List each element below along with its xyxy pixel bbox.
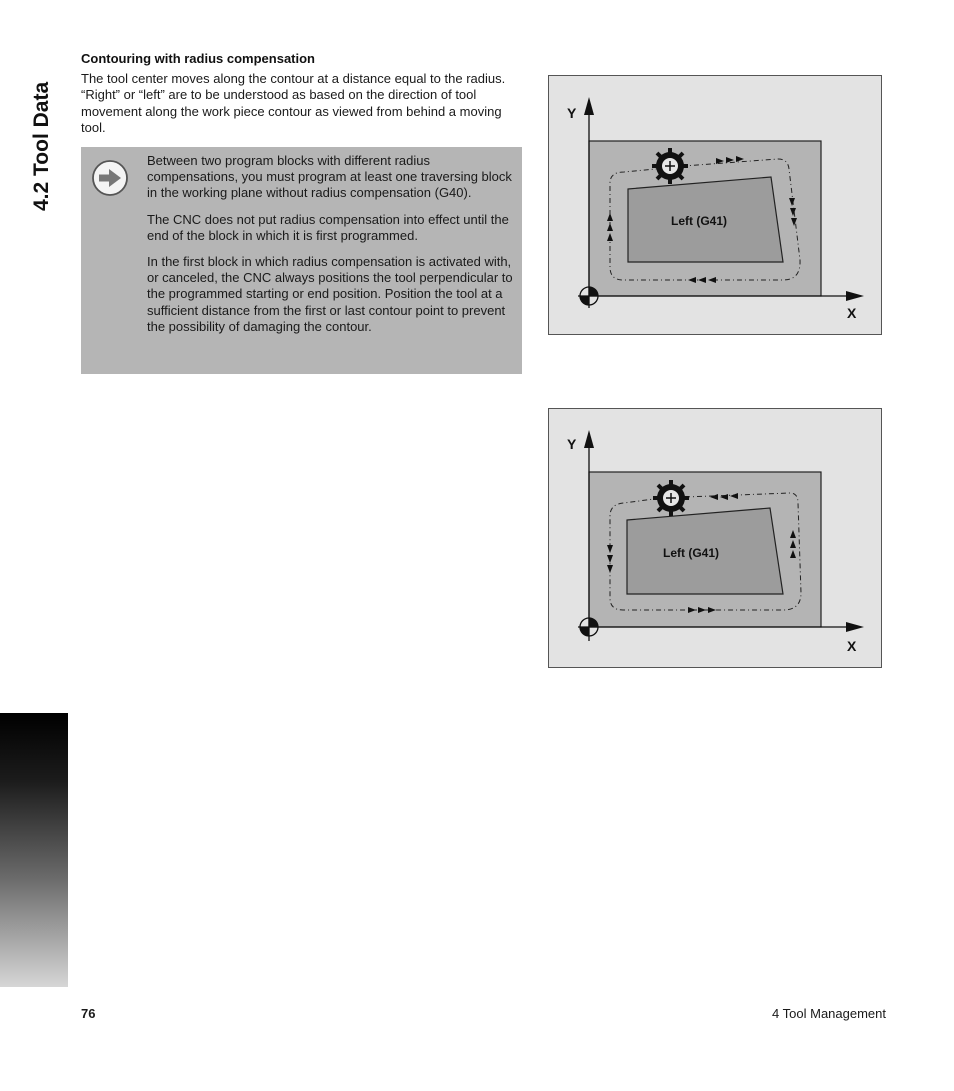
figure-label: Left (G41) [663, 546, 720, 560]
origin-icon [580, 618, 598, 636]
axis-label-x: X [847, 305, 857, 321]
chapter-title: 4 Tool Management [772, 1006, 886, 1021]
note-text [147, 153, 513, 345]
section-title: 4.2 Tool Data [30, 81, 53, 211]
figure-contour-left-2 [548, 408, 882, 668]
origin-icon [580, 287, 598, 305]
milling-tool-icon [653, 480, 689, 516]
axis-label-x: X [847, 638, 857, 654]
note-paragraph: The CNC does not put radius compensation into effect until the end of the block in which it is first programmed. [147, 211, 509, 243]
page-number: 76 [81, 1006, 96, 1021]
axis-label-y: Y [567, 436, 577, 452]
axis-label-y: Y [567, 105, 577, 121]
figure-contour-left-1 [548, 75, 882, 335]
note-paragraph: Between two program blocks with different radius compensations, you must program at least one traversing block in the working plane without radius compensation (G40). [147, 153, 512, 201]
intro-paragraph: The tool center moves along the contour at a distance equal to the radius. “Right” or “left” are to be understood as based on the direction of tool movement along the work piece contour as viewed from behind a moving tool. [81, 71, 506, 135]
note-box [81, 147, 522, 374]
figure-label: Left (G41) [671, 214, 728, 228]
section-heading: Contouring with radius compensation [81, 51, 315, 66]
milling-tool-icon [652, 148, 688, 184]
note-paragraph: In the first block in which radius compensation is activated with, or canceled, the CNC always positions the tool perpendicular to the programmed starting or end position. Position the tool at a sufficient distance from the first or last contour point to prevent the possibility of damaging the contour. [147, 254, 513, 334]
arrow-right-icon [91, 159, 129, 197]
side-tab-gradient [0, 713, 68, 987]
